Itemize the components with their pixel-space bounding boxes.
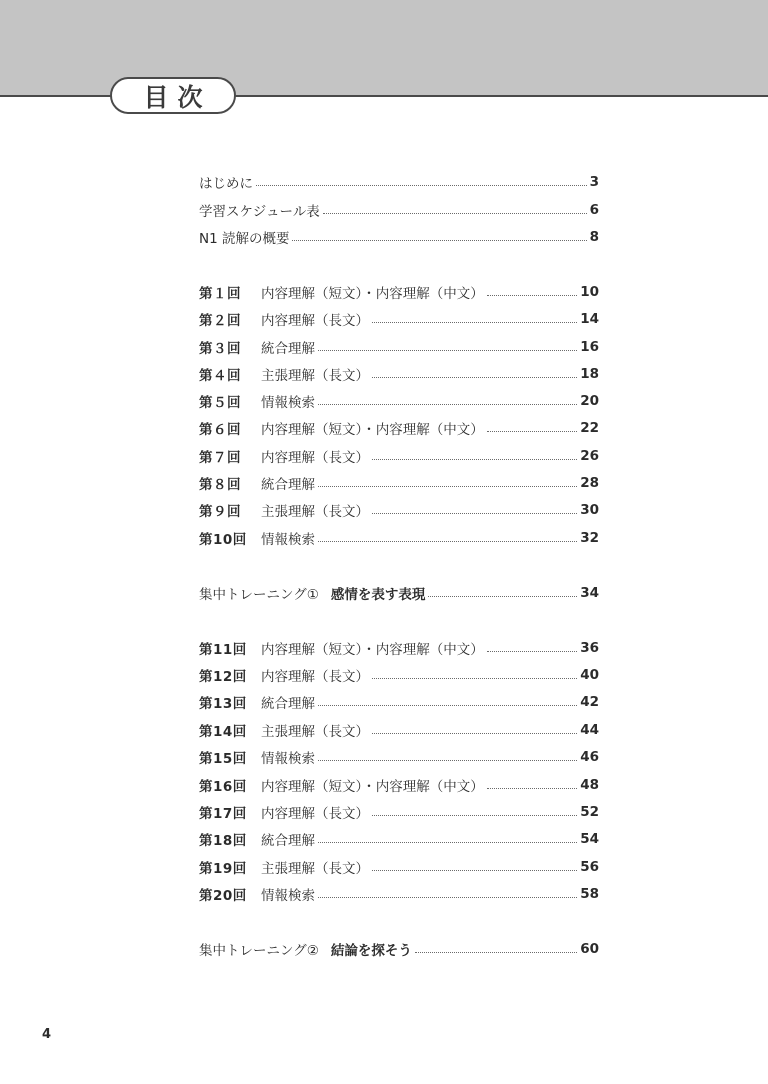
entry-label: 情報検索 — [261, 395, 315, 411]
training-title: 結論を探そう — [330, 943, 412, 959]
entry-page: 6 — [589, 202, 599, 218]
entry-page: 54 — [580, 831, 599, 847]
entry-page: 16 — [580, 339, 599, 355]
entry-label: 情報検索 — [261, 532, 315, 548]
dot-leader — [372, 322, 577, 323]
toc-entry-overview[interactable] — [199, 227, 599, 247]
dot-leader — [372, 678, 577, 679]
toc-entry-lesson[interactable] — [199, 857, 599, 877]
entry-label: 内容理解（短文）・内容理解（中文） — [261, 286, 484, 302]
lesson-number: 第16回 — [199, 779, 247, 795]
lesson-number: 第13回 — [199, 696, 247, 712]
lesson-number: 第５回 — [199, 395, 241, 411]
lesson-number: 第10回 — [199, 532, 247, 548]
entry-label: 統合理解 — [261, 341, 315, 357]
entry-page: 32 — [580, 530, 599, 546]
toc-entry-lesson[interactable] — [199, 446, 599, 466]
entry-page: 44 — [580, 722, 599, 738]
dot-leader — [428, 596, 577, 597]
dot-leader — [318, 541, 577, 542]
lesson-number: 第９回 — [199, 504, 241, 520]
dot-leader — [415, 952, 577, 953]
dot-leader — [372, 870, 577, 871]
entry-page: 58 — [580, 886, 599, 902]
toc-entry-lesson[interactable] — [199, 692, 599, 712]
entry-page: 60 — [580, 941, 599, 957]
toc-entry-training-1[interactable] — [199, 583, 599, 603]
toc-entry-lesson[interactable] — [199, 829, 599, 849]
toc-entry-lesson[interactable] — [199, 418, 599, 438]
toc-entry-introduction[interactable] — [199, 172, 599, 192]
entry-page: 28 — [580, 475, 599, 491]
dot-leader — [323, 213, 587, 214]
lesson-number: 第19回 — [199, 861, 247, 877]
dot-leader — [487, 295, 577, 296]
entry-page: 34 — [580, 585, 599, 601]
dot-leader — [318, 842, 577, 843]
entry-label: 内容理解（長文） — [261, 806, 369, 822]
entry-page: 26 — [580, 448, 599, 464]
entry-label: はじめに — [199, 176, 253, 192]
entry-page: 8 — [589, 229, 599, 245]
toc-title: 目次 — [110, 77, 236, 114]
toc-entry-lesson[interactable] — [199, 282, 599, 302]
dot-leader — [318, 760, 577, 761]
dot-leader — [318, 404, 577, 405]
toc-entry-training-2[interactable] — [199, 939, 599, 959]
entry-label: 主張理解（長文） — [261, 504, 369, 520]
toc-entry-lesson[interactable] — [199, 528, 599, 548]
entry-label: 内容理解（長文） — [261, 313, 369, 329]
lesson-number: 第４回 — [199, 368, 241, 384]
entry-label: 主張理解（長文） — [261, 368, 369, 384]
dot-leader — [372, 459, 577, 460]
toc-entry-lesson[interactable] — [199, 747, 599, 767]
lesson-number: 第20回 — [199, 888, 247, 904]
toc-entry-lesson[interactable] — [199, 775, 599, 795]
entry-label: 主張理解（長文） — [261, 861, 369, 877]
entry-page: 14 — [580, 311, 599, 327]
toc-entry-schedule[interactable] — [199, 200, 599, 220]
dot-leader — [292, 240, 586, 241]
entry-label: 統合理解 — [261, 477, 315, 493]
dot-leader — [487, 431, 577, 432]
entry-label: 統合理解 — [261, 833, 315, 849]
lesson-number: 第12回 — [199, 669, 247, 685]
lesson-number: 第８回 — [199, 477, 241, 493]
dot-leader — [318, 897, 577, 898]
lesson-number: 第６回 — [199, 422, 241, 438]
entry-page: 48 — [580, 777, 599, 793]
dot-leader — [372, 513, 577, 514]
toc-entry-lesson[interactable] — [199, 665, 599, 685]
dot-leader — [487, 788, 577, 789]
lesson-number: 第２回 — [199, 313, 241, 329]
entry-page: 36 — [580, 640, 599, 656]
lesson-number: 第３回 — [199, 341, 241, 357]
dot-leader — [372, 815, 577, 816]
lesson-number: 第17回 — [199, 806, 247, 822]
lesson-number: 第７回 — [199, 450, 241, 466]
toc-entry-lesson[interactable] — [199, 309, 599, 329]
entry-page: 20 — [580, 393, 599, 409]
entry-page: 18 — [580, 366, 599, 382]
toc-entry-lesson[interactable] — [199, 884, 599, 904]
entry-label: N1 読解の概要 — [199, 231, 290, 247]
lesson-number: 第18回 — [199, 833, 247, 849]
entry-label: 内容理解（短文）・内容理解（中文） — [261, 422, 484, 438]
lesson-number: 第15回 — [199, 751, 247, 767]
dot-leader — [318, 350, 577, 351]
entry-label: 情報検索 — [261, 751, 315, 767]
toc-entry-lesson[interactable] — [199, 720, 599, 740]
dot-leader — [318, 486, 577, 487]
entry-label: 内容理解（短文）・内容理解（中文） — [261, 779, 484, 795]
entry-page: 30 — [580, 502, 599, 518]
toc-entry-lesson[interactable] — [199, 473, 599, 493]
toc-entry-lesson[interactable] — [199, 638, 599, 658]
entry-page: 42 — [580, 694, 599, 710]
entry-page: 22 — [580, 420, 599, 436]
dot-leader — [318, 705, 577, 706]
entry-label: 主張理解（長文） — [261, 724, 369, 740]
entry-label: 情報検索 — [261, 888, 315, 904]
entry-label: 内容理解（長文） — [261, 450, 369, 466]
toc-entry-lesson[interactable] — [199, 337, 599, 357]
entry-label: 内容理解（長文） — [261, 669, 369, 685]
entry-label: 内容理解（短文）・内容理解（中文） — [261, 642, 484, 658]
training-title: 感情を表す表現 — [330, 587, 426, 603]
entry-label: 統合理解 — [261, 696, 315, 712]
entry-page: 56 — [580, 859, 599, 875]
dot-leader — [372, 733, 577, 734]
toc-entry-lesson[interactable] — [199, 364, 599, 384]
training-title-wrap — [331, 583, 426, 603]
training-prefix: 集中トレーニング① — [199, 587, 319, 603]
training-prefix: 集中トレーニング② — [199, 943, 319, 959]
entry-page: 52 — [580, 804, 599, 820]
entry-page: 10 — [580, 284, 599, 300]
lesson-number: 第14回 — [199, 724, 247, 740]
lesson-number: 第１回 — [199, 286, 241, 302]
lesson-number: 第11回 — [199, 642, 247, 658]
training-title-wrap — [331, 939, 412, 959]
entry-page: 3 — [589, 174, 599, 190]
dot-leader — [256, 185, 587, 186]
toc-entry-lesson[interactable] — [199, 802, 599, 822]
dot-leader — [487, 651, 577, 652]
dot-leader — [372, 377, 577, 378]
entry-page: 40 — [580, 667, 599, 683]
toc-entry-lesson[interactable] — [199, 500, 599, 520]
entry-label: 学習スケジュール表 — [199, 204, 320, 220]
entry-page: 46 — [580, 749, 599, 765]
toc-entry-lesson[interactable] — [199, 391, 599, 411]
page-number: 4 — [42, 1027, 52, 1042]
